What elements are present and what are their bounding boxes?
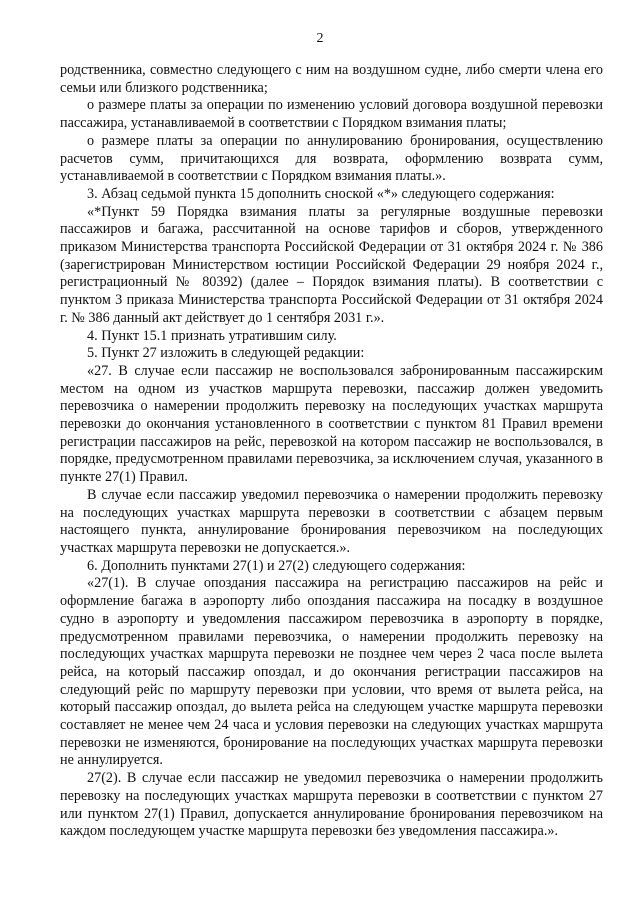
paragraph-fee-cancellation: о размере платы за операции по аннулированию бронирования, осуществлению расчетов сумм, причитающихся для возврата, оформлению возврата сумм, устанавливаемой в соответствии с Порядком взимания платы.».	[60, 132, 603, 185]
paragraph-point-27-1: «27(1). В случае опоздания пассажира на регистрацию пассажиров на рейс и оформление багажа в аэропорту либо опоздания пассажира на посадку в воздушное судно в аэропорту и уведомления пассажиром перевозчика в аэропорту в порядке, предусмотренном правилами перевозчика, о намерении продолжить перевозку на последующих участках маршрута перевозки не позднее чем через 2 часа после вылета рейса, на который пассажир опоздал, и до окончания регистрации пассажиров на следующий рейс по маршруту перевозки при условии, что время от вылета рейса, на который пассажир опоздал, до вылета рейса на следующем участке маршрута перевозки составляет не менее чем 24 часа и условия перевозки на следующих участках маршрута перевозки не изменяются, бронирование на последующих участках маршрута перевозки не аннулируется.	[60, 575, 603, 769]
paragraph-item-4: 4. Пункт 15.1 признать утратившим силу.	[87, 327, 337, 344]
page-number: 2	[316, 31, 324, 46]
paragraph-point-27: «27. В случае если пассажир не воспользовался забронированным пассажирским местом на одном из участков маршрута перевозки, пассажир должен уведомить перевозчика о намерении продолжить перевозку на последующих участках маршрута перевозки до окончания установленного в соответствии с пунктом 81 Правил времени регистрации пассажиров на рейс, перевозкой на котором пассажир не воспользовался, в порядке, предусмотренном правилами перевозчика, за исключением случая, указанного в пункте 27(1) Правил.	[60, 362, 603, 486]
paragraph-fee-change: о размере платы за операции по изменению условий договора воздушной перевозки пассажира, устанавливаемой в соответствии с Порядком взимания платы;	[60, 97, 603, 132]
paragraph-point-27-2: 27(2). В случае если пассажир не уведомил перевозчика о намерении продолжить перевозку на последующих участках маршрута перевозки в соответствии с пунктом 27 или пунктом 27(1) Правил, допускается аннулирование бронирования перевозчиком на каждом последующем участке маршрута перевозки без уведомления пассажира.».	[60, 770, 603, 840]
paragraph-footnote: «*Пункт 59 Порядка взимания платы за регулярные воздушные перевозки пассажиров и багажа, рассчитанной на основе тарифов и сборов, утвержденного приказом Министерства транспорта Российской Федерации от 31 октября 2024 г. № 386 (зарегистрирован Министерством юстиции Российской Федерации 29 ноября 2024 г., регистрационный № 80392) (далее – Порядок взимания платы). В соответствии с пунктом 3 приказа Министерства транспорта Российской Федерации от 31 октября 2024 г. № 386 данный акт действует до 1 сентября 2031 г.».	[60, 203, 603, 326]
paragraph-continuation: родственника, совместно следующего с ним на воздушном судне, либо смерти члена его семьи или близкого родственника;	[60, 62, 603, 96]
paragraph-item-6: 6. Дополнить пунктами 27(1) и 27(2) следующего содержания:	[87, 557, 466, 574]
paragraph-item-5: 5. Пункт 27 изложить в следующей редакции:	[87, 345, 365, 362]
paragraph-item-3: 3. Абзац седьмой пункта 15 дополнить сноской «*» следующего содержания:	[87, 185, 555, 202]
document-body	[60, 62, 603, 841]
paragraph-point-27-second: В случае если пассажир уведомил перевозчика о намерении продолжить перевозку на последующих участках маршрута перевозки в соответствии с абзацем первым настоящего пункта, аннулирование бронирования перевозчиком на последующих участках маршрута перевозки не допускается.».	[60, 486, 603, 556]
